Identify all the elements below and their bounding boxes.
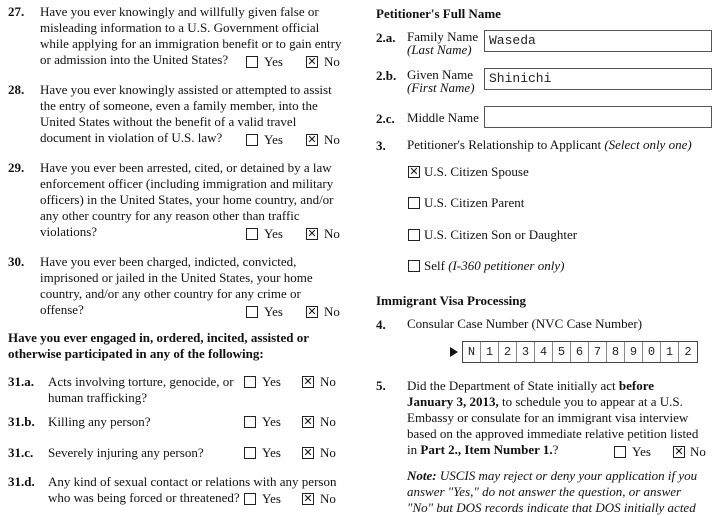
yes-label: Yes	[264, 226, 283, 241]
no-checkbox[interactable]: ✕	[307, 305, 317, 318]
case-char: 7	[589, 342, 607, 362]
note-text-part: USCIS may reject or deny your application if you	[436, 468, 698, 483]
self-checkbox[interactable]	[408, 260, 420, 272]
question-line: any other country for any reason other than traffic	[40, 208, 300, 223]
no-checkbox[interactable]: ✕	[303, 375, 313, 388]
self-option-hint: (I-360 petitioner only)	[448, 258, 565, 273]
question-number: 31.a.	[8, 374, 34, 389]
q5-line: based on the approved immediate relative petition listed	[407, 426, 699, 441]
question-line: Any kind of sexual contact or relations with any person	[48, 474, 337, 489]
question-text	[40, 82, 332, 146]
relationship-label-text: Petitioner's Relationship to Applicant	[407, 137, 602, 152]
question-line: violations?	[40, 224, 98, 239]
self-option-label	[424, 259, 564, 273]
question-line: United States without the benefit of a valid travel	[40, 114, 297, 129]
yes-checkbox[interactable]	[244, 376, 256, 388]
no-checkbox[interactable]: ✕	[303, 492, 313, 505]
note-line: answer "Yes," do not answer the question, or answer	[407, 484, 682, 499]
question-line: officers) in the United States, your home country, and/or	[40, 192, 334, 207]
petitioner-heading: Petitioner's Full Name	[376, 6, 501, 21]
spouse-checkbox[interactable]: ✕	[409, 165, 419, 178]
question-line: Severely injuring any person?	[48, 445, 204, 460]
yes-label: Yes	[632, 444, 651, 459]
case-char: 0	[643, 342, 661, 362]
question-number: 29.	[8, 160, 25, 175]
case-char: 2	[684, 345, 692, 359]
yes-checkbox[interactable]	[244, 447, 256, 459]
case-char: 6	[571, 342, 589, 362]
yes-label: Yes	[262, 491, 281, 506]
question-text	[48, 474, 336, 506]
no-checkbox[interactable]: ✕	[303, 446, 313, 459]
given-name-input[interactable]: Shinichi	[484, 68, 712, 90]
note-line	[407, 468, 697, 484]
question-line: document in violation of U.S. law?	[40, 130, 223, 145]
question-number: 31.c.	[8, 445, 34, 460]
q5-text-part: to schedule you to appear at a U.S.	[498, 394, 683, 409]
field-number: 5.	[376, 378, 386, 393]
no-label: No	[320, 445, 336, 460]
case-char: 3	[517, 342, 535, 362]
section-heading-line: otherwise participated in any of the following:	[8, 346, 264, 361]
question-line: Have you ever been charged, indicted, convicted,	[40, 254, 297, 269]
no-label: No	[320, 374, 336, 389]
q5-bold-part: before	[618, 378, 655, 393]
q5-bold-part: January 3, 2013,	[407, 394, 499, 409]
yes-label: Yes	[262, 414, 281, 429]
q5-text-part: Did the Department of State initially act	[407, 378, 619, 393]
field-number: 2.c.	[376, 111, 395, 126]
question-line: misleading information to a U.S. Government official	[40, 20, 320, 35]
family-name-input[interactable]: Waseda	[484, 30, 712, 52]
case-char: 1	[661, 342, 679, 362]
given-name-label: Given Name	[407, 67, 474, 82]
self-option-text: Self	[424, 258, 445, 273]
case-char: N	[463, 342, 481, 362]
no-label: No	[320, 491, 336, 506]
question-line: Acts involving torture, genocide, or	[48, 374, 234, 389]
field-number: 3.	[376, 138, 386, 153]
question-text	[48, 374, 234, 406]
question-line: Killing any person?	[48, 414, 151, 429]
son-daughter-option-label: U.S. Citizen Son or Daughter	[424, 227, 578, 242]
question-line: while applying for an immigration benefit or to gain entry	[40, 36, 342, 51]
case-char: 1	[481, 342, 499, 362]
question-text	[48, 414, 151, 430]
visa-heading: Immigrant Visa Processing	[376, 293, 526, 308]
middle-name-label: Middle Name	[407, 110, 479, 125]
yes-label: Yes	[264, 54, 283, 69]
section-heading-line: Have you ever engaged in, ordered, incited, assisted or	[8, 330, 310, 345]
case-char: 8	[607, 342, 625, 362]
note-line: "No" but DOS records indicate that DOS initially acted	[407, 500, 696, 515]
no-checkbox[interactable]: ✕	[674, 445, 684, 458]
no-label: No	[324, 54, 340, 69]
parent-checkbox[interactable]	[408, 197, 420, 209]
spouse-option-label: U.S. Citizen Spouse	[424, 164, 529, 179]
no-checkbox[interactable]: ✕	[307, 55, 317, 68]
parent-option-label: U.S. Citizen Parent	[424, 195, 525, 210]
arrow-right-icon	[450, 347, 458, 357]
field-number: 4.	[376, 317, 386, 332]
yes-checkbox[interactable]	[246, 228, 258, 240]
question-number: 31.b.	[8, 414, 35, 429]
question-line: human trafficking?	[48, 390, 148, 405]
question-line: the entry of someone, even a family member, into the	[40, 98, 318, 113]
no-label: No	[324, 226, 340, 241]
yes-checkbox[interactable]	[614, 446, 626, 458]
no-label: No	[324, 132, 340, 147]
question-line: Have you ever knowingly assisted or attempted to assist	[40, 82, 332, 97]
no-label: No	[324, 304, 340, 319]
q5-text	[407, 378, 698, 458]
q5-line	[407, 394, 698, 410]
question-line: enforcement officer (including immigration and military	[40, 176, 334, 191]
q5-text-part: ?	[552, 442, 559, 457]
section-heading	[8, 330, 309, 362]
yes-checkbox[interactable]	[246, 134, 258, 146]
question-line: offense?	[40, 302, 84, 317]
no-checkbox[interactable]: ✕	[303, 415, 313, 428]
family-name-sublabel: (Last Name)	[407, 42, 472, 57]
case-char: 5	[553, 342, 571, 362]
no-checkbox[interactable]: ✕	[307, 133, 317, 146]
q5-text-part: in	[407, 442, 421, 457]
q5-bold-part: Part 2., Item Number 1.	[420, 442, 553, 457]
field-number: 2.b.	[376, 68, 397, 83]
family-name-label: Family Name	[407, 29, 479, 44]
yes-checkbox[interactable]	[244, 493, 256, 505]
case-char: 9	[625, 342, 643, 362]
q5-line	[407, 442, 698, 458]
case-char: 4	[535, 342, 553, 362]
question-line: country, and/or any other country for any crime or	[40, 286, 301, 301]
relationship-hint: (Select only one)	[604, 137, 692, 152]
consular-label: Consular Case Number (NVC Case Number)	[407, 316, 643, 331]
consular-case-input[interactable]	[462, 341, 698, 363]
field-number: 2.a.	[376, 30, 396, 45]
yes-label: Yes	[264, 304, 283, 319]
given-name-sublabel: (First Name)	[407, 80, 475, 95]
middle-name-input[interactable]	[484, 106, 712, 128]
question-line: imprisoned or jailed in the United States, your home	[40, 270, 313, 285]
note-label: Note:	[407, 468, 437, 483]
question-number: 27.	[8, 4, 25, 19]
son-daughter-checkbox[interactable]	[408, 229, 420, 241]
no-checkbox[interactable]: ✕	[307, 227, 317, 240]
question-line: Have you ever knowingly and willfully given false or	[40, 4, 319, 19]
relationship-label	[407, 138, 692, 152]
no-label: No	[690, 444, 706, 459]
case-char: 2	[499, 342, 517, 362]
yes-checkbox[interactable]	[246, 306, 258, 318]
yes-label: Yes	[262, 374, 281, 389]
yes-checkbox[interactable]	[246, 56, 258, 68]
question-number: 31.d.	[8, 474, 35, 489]
question-number: 30.	[8, 254, 25, 269]
yes-label: Yes	[262, 445, 281, 460]
question-number: 28.	[8, 82, 25, 97]
question-text	[40, 4, 341, 68]
q5-line: Embassy or consulate for an immigrant visa interview	[407, 410, 689, 425]
q5-line	[407, 378, 698, 394]
question-line: Have you ever been arrested, cited, or detained by a law	[40, 160, 332, 175]
question-text	[48, 445, 204, 461]
question-text	[40, 160, 334, 240]
note-text	[407, 468, 697, 516]
question-line: who was being forced or threatened?	[48, 490, 240, 505]
yes-checkbox[interactable]	[244, 416, 256, 428]
question-line: or admission into the United States?	[40, 52, 229, 67]
no-label: No	[320, 414, 336, 429]
yes-label: Yes	[264, 132, 283, 147]
